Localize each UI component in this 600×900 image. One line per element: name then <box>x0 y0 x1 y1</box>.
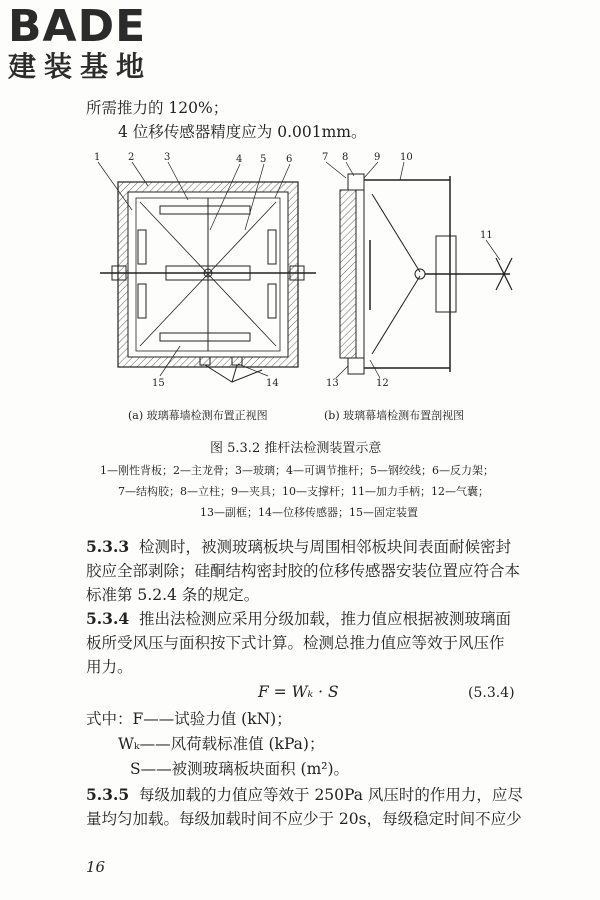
fig-label-10: 10 <box>400 152 413 163</box>
clause-5-3-5-line-2: 量均匀加载。每级加载时间不应少于 20s，每级稳定时间不应少 <box>86 810 522 828</box>
caption-a: (a) 玻璃幕墙检测布置正视图 <box>128 409 268 422</box>
figure-title: 图 5.3.2 推杆法检测装置示意 <box>210 441 382 456</box>
clause-5-3-3-line-2: 胶应全部剥除；硅酮结构密封胶的位移传感器安装位置应符合本 <box>86 562 521 580</box>
clause-5-3-4-line-3: 用力。 <box>86 658 133 676</box>
clause-number: 5.3.3 <box>86 537 130 556</box>
front-view <box>98 162 316 382</box>
fig-label-15: 15 <box>152 378 165 389</box>
legend-line-3: 13—副框；14—位移传感器；15—固定装置 <box>200 506 418 519</box>
logo-text-en: BADE <box>8 1 147 52</box>
fig-label-3: 3 <box>164 152 171 163</box>
formula: F = Wₖ · S <box>258 683 339 701</box>
fig-label-11: 11 <box>480 230 493 241</box>
fig-label-7: 7 <box>322 152 329 163</box>
section-view <box>326 162 512 378</box>
where-line-2: Wₖ——风荷载标准值 (kPa)； <box>118 735 325 753</box>
fig-label-1: 1 <box>94 152 101 163</box>
legend-line-1: 1—刚性背板；2—主龙骨；3—玻璃；4—可调节推杆；5—钢绞线；6—反力架； <box>100 464 494 477</box>
clause-text: 推出法检测应采用分级加载，推力值应根据被测玻璃面 <box>139 610 512 628</box>
clause-text: 检测时，被测玻璃板块与周围相邻板块间表面耐候密封 <box>139 538 512 556</box>
clause-text: 每级加载的力值应等效于 250Pa 风压时的作用力，应尽 <box>139 786 523 804</box>
legend-line-2: 7—结构胶；8—立柱；9—夹具；10—支撑杆；11—加力手柄；12—气囊； <box>118 485 489 498</box>
fig-label-12: 12 <box>376 378 389 389</box>
clause-5-3-4 <box>86 608 511 630</box>
fig-label-6: 6 <box>286 154 293 165</box>
clause-5-3-3-line-3: 标准第 5.2.4 条的规定。 <box>86 586 260 604</box>
caption-b: (b) 玻璃幕墙检测布置剖视图 <box>324 409 465 422</box>
fig-label-13: 13 <box>326 378 339 389</box>
clause-number: 5.3.4 <box>86 609 130 628</box>
fig-label-9: 9 <box>374 152 381 163</box>
fig-label-5: 5 <box>260 154 267 165</box>
formula-number: (5.3.4) <box>468 685 515 701</box>
fig-label-8: 8 <box>342 152 349 163</box>
where-line-1: 式中：F——试验力值 (kN)； <box>86 710 292 728</box>
logo-text-cn: 建装基地 <box>8 50 153 83</box>
fig-label-4: 4 <box>236 154 243 165</box>
clause-number: 5.3.5 <box>86 785 130 804</box>
clause-5-3-4-line-2: 板所受风压与面积按下式计算。检测总推力值应等效于风压作 <box>86 634 505 652</box>
intro-line-2: 4 位移传感器精度应为 0.001mm。 <box>118 123 367 141</box>
fig-label-2: 2 <box>128 152 135 163</box>
brand-logo <box>8 1 153 84</box>
intro-line-1: 所需推力的 120%； <box>86 99 229 117</box>
clause-5-3-5 <box>86 784 523 806</box>
fig-label-14: 14 <box>266 378 279 389</box>
clause-5-3-3 <box>86 536 511 558</box>
page-number: 16 <box>86 858 106 876</box>
where-line-3: S——被测玻璃板块面积 (m²)。 <box>130 760 350 778</box>
